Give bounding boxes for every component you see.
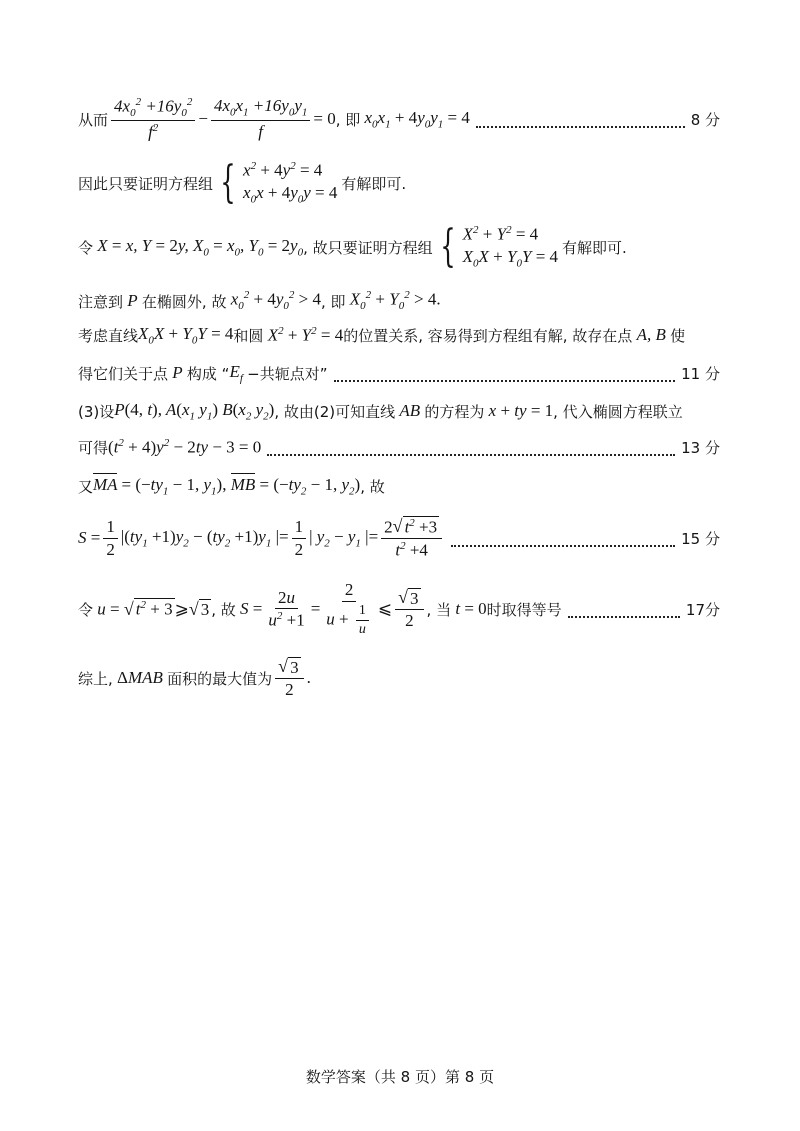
line-2: 因此只要证明方程组 { $x^2 + 4y^2 = 4$ $x_0x + 4y_0y = 4$ 有解即可.	[78, 157, 407, 208]
line-3: 令 X = x, Y = 2y, $X_0 = x_0$, $Y_0 = 2y_0$ , 故只要证明方程组 { $X^2 + Y^2 = 4$ $X_0X + Y_0Y = 4$ 有解即可.	[78, 221, 627, 272]
line-10: S = $\frac{1}{2}$ $|(ty_1 +1)y_2 - (ty_2 +1)y_1$ |= $\frac{1}{2}$ | $y_2 - y_1$ |= 2 √ $t^2 +3$ $t^2 +4$ 15 分	[78, 516, 720, 560]
fraction-1: $\frac{4x_0^2 +16y_0^2}{f^2}$	[111, 96, 195, 143]
score-label: 8 分	[690, 110, 720, 129]
score-label: 17分	[685, 600, 720, 619]
page-footer: 数学答案（共 8 页）第 8 页	[305, 1068, 495, 1086]
equation-system-1: $x^2 + 4y^2 = 4$ $x_0x + 4y_0y = 4$	[243, 159, 338, 206]
fraction-2: $\frac{4x_0x_1 +16y_0y_1}{f}$	[211, 96, 310, 142]
line-11: 令 u = √ $t^2 + 3$ ⩾ √ 3 , 故 S = $\frac{2u}{u^2 +1}$ = 2 u + $\frac{1}{u}$ ⩽ √ 3 2 , 当 t = 0 时取得等号 17分	[78, 580, 720, 637]
leader-dots	[568, 606, 680, 618]
leader-dots	[476, 116, 685, 128]
line-12: 综上, ΔMAB 面积的最大值为 √ 3 2 .	[78, 656, 311, 700]
score-label: 13 分	[681, 438, 720, 457]
leader-dots	[451, 535, 675, 547]
line-5: 考虑直线 $X_0X + Y_0Y = 4$ 和圆 $X^2 + Y^2 = 4$ 的位置关系, 容易得到方程组有解, 故存在点 A, B 使	[78, 323, 686, 347]
leader-dots	[267, 444, 675, 456]
line-9: 又 MA = ($-ty_1 - 1$, $y_1$), MB = ($-ty_2 - 1$, $y_2$) , 故	[78, 474, 385, 498]
line-6: 得它们关于点 P 构成 “ $E_f$ −共轭点对” 11 分	[78, 361, 720, 385]
score-label: 15 分	[681, 529, 720, 548]
equation-system-2: $X^2 + Y^2 = 4$ $X_0X + Y_0Y = 4$	[462, 223, 559, 270]
line-4: 注意到 P 在椭圆外, 故 $x_0^2 + 4y_0^2 > 4$ , 即 $X_0^2 + Y_0^2 > 4$.	[78, 289, 441, 313]
line-1: 从而 $\frac{4x_0^2 +16y_0^2}{f^2}$ − $\frac{4x_0x_1 +16y_0y_1}{f}$ = 0 , 即 $x_0x_1 + 4y_0y_1 = 4$ 8 分	[78, 95, 720, 142]
line-7: (3)设 P(4, t), $A(x_1$ $y_1$) $B(x_2$ $y_2$) , 故由(2)可知直线 AB 的方程为 x + ty = 1 , 代入椭圆方程联立	[78, 399, 683, 423]
line-8: 可得 $(t^2 + 4)y^2 - 2ty - 3 = 0$ 13 分	[78, 436, 720, 457]
score-label: 11 分	[681, 364, 720, 383]
leader-dots	[334, 370, 676, 382]
